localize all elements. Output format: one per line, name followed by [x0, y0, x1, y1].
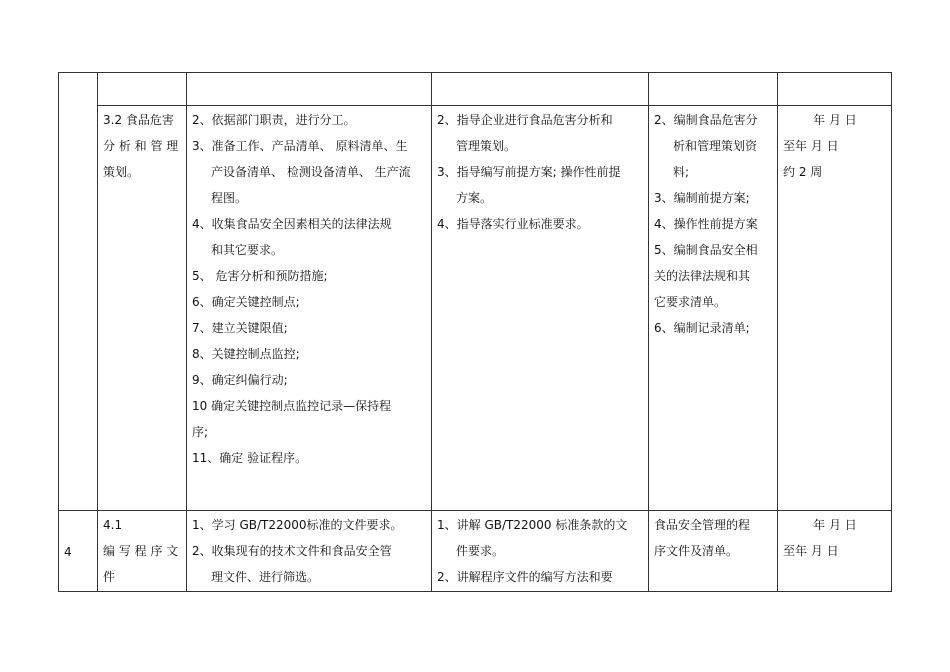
- text-line: 4、操作性前提方案: [654, 217, 758, 231]
- text-line: 3、准备工作、产品清单、 原料清单、生: [192, 139, 408, 153]
- task-line: 分 析 和 管 理: [103, 139, 179, 153]
- guidance-cell: [432, 511, 649, 592]
- text-line: 食品安全管理的程: [654, 518, 751, 532]
- text-line: 序文件及清单。: [654, 544, 739, 558]
- text-line: 5、 危害分析和预防措施;: [192, 269, 328, 283]
- text-line: 2、讲解程序文件的编写方法和要: [437, 570, 613, 584]
- output-cell: [649, 106, 778, 511]
- task-line: 3.2 食品危害: [103, 113, 174, 127]
- text-line: 9、确定纠偏行动;: [192, 373, 288, 387]
- content-cell: [187, 511, 432, 592]
- time-line: 约 2 周: [783, 165, 823, 179]
- task-line: 4.1: [103, 518, 123, 532]
- text-line: 6、编制记录清单;: [654, 321, 750, 335]
- number-cell: [59, 73, 98, 511]
- text-line: 3、编制前提方案;: [654, 191, 750, 205]
- text-line: 管理策划。: [456, 139, 517, 153]
- text-line: 产设备清单、 检测设备清单、 生产流: [211, 165, 411, 179]
- text-line: 3、指导编写前提方案; 操作性前提: [437, 165, 621, 179]
- table-row: [59, 511, 892, 592]
- blank-cell: [187, 73, 432, 106]
- text-line: 2、编制食品危害分: [654, 113, 758, 127]
- content-cell: [187, 106, 432, 511]
- text-line: 理文件、进行筛选。: [211, 570, 320, 584]
- text-line: 10 确定关键控制点监控记录—保持程: [192, 399, 392, 413]
- plan-table: [58, 72, 892, 592]
- blank-cell: [778, 73, 892, 106]
- text-line: 程图。: [211, 191, 248, 205]
- time-cell: [778, 106, 892, 511]
- text-line: 4、收集食品安全因素相关的法律法规: [192, 217, 392, 231]
- text-line: 8、关键控制点监控;: [192, 347, 300, 361]
- text-line: 料;: [673, 165, 690, 179]
- text-line: 方案。: [456, 191, 493, 205]
- task-line: 策划。: [103, 165, 140, 179]
- time-line: 年 月 日: [813, 113, 857, 127]
- time-line: 年 月 日: [813, 518, 857, 532]
- text-line: 5、编制食品安全相: [654, 243, 758, 257]
- task-cell: [98, 511, 187, 592]
- time-line: 至年 月 日: [783, 139, 839, 153]
- text-line: 件要求。: [456, 544, 505, 558]
- row-number: 4: [64, 544, 72, 559]
- output-cell: [649, 511, 778, 592]
- text-line: 11、确定 验证程序。: [192, 451, 308, 465]
- text-line: 析和管理策划资: [673, 139, 758, 153]
- blank-cell: [649, 73, 778, 106]
- task-cell: [98, 106, 187, 511]
- text-line: 2、收集现有的技术文件和食品安全管: [192, 544, 392, 558]
- text-line: 2、指导企业进行食品危害分析和: [437, 113, 613, 127]
- time-line: 至年 月 日: [783, 544, 839, 558]
- text-line: 1、讲解 GB/T22000 标准条款的文: [437, 518, 628, 532]
- text-line: 2、依据部门职责，进行分工。: [192, 113, 356, 127]
- text-line: 7、建立关键限值;: [192, 321, 288, 335]
- time-cell: [778, 511, 892, 592]
- text-line: 序;: [192, 425, 209, 439]
- text-line: 关的法律法规和其: [654, 269, 751, 283]
- blank-cell: [432, 73, 649, 106]
- text-line: 它要求清单。: [654, 295, 727, 309]
- task-line: 件: [103, 570, 116, 584]
- text-line: 1、学习 GB/T22000标准的文件要求。: [192, 518, 403, 532]
- blank-cell: [98, 73, 187, 106]
- table-row: [59, 73, 892, 106]
- guidance-cell: [432, 106, 649, 511]
- text-line: 6、确定关键控制点;: [192, 295, 300, 309]
- text-line: 4、指导落实行业标准要求。: [437, 217, 589, 231]
- task-line: 编 写 程 序 文: [103, 544, 179, 558]
- text-line: 和其它要求。: [211, 243, 284, 257]
- number-cell: [59, 511, 98, 592]
- table-row: [59, 106, 892, 511]
